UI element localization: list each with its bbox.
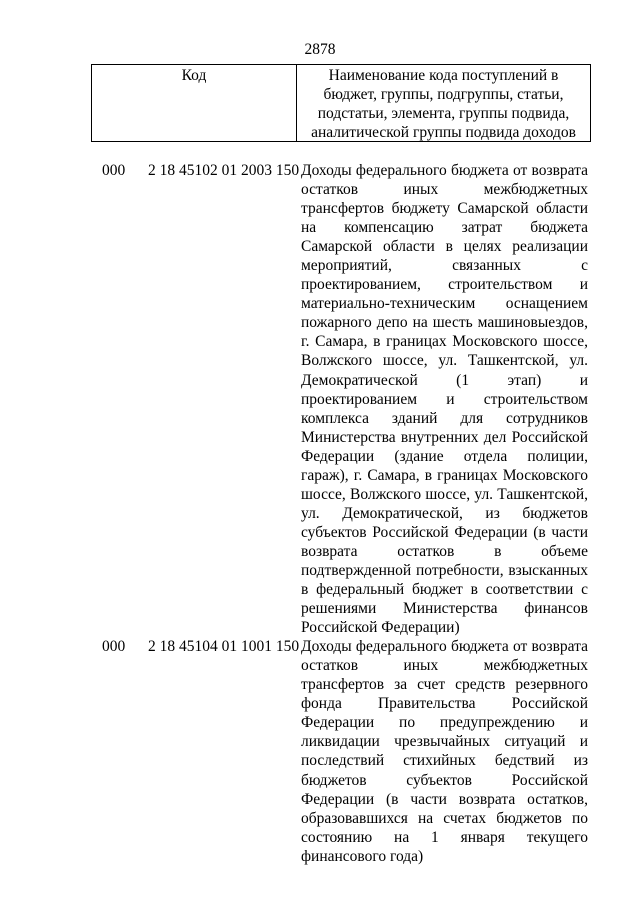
row-income-code: 2 18 45104 01 1001 150 — [148, 638, 300, 656]
table-header — [91, 64, 591, 142]
row-description: Доходы федерального бюджета от возврата остатков иных межбюджетных трансфертов бюджету Самарской области на компенсацию затрат бюджета Самарской области в целях реализации мероприятий, связанных с проектированием, строительством и материально-техническим оснащением пожарного депо на шесть машиновыездов, г. Самара, в границах Московского шоссе, Волжского шоссе, ул. Ташкентской, ул. Демократической (1 этап) и проектированием и строительством комплекса зданий для сотрудников Министерства внутренних дел Российской Федерации (здание отдела полиции, гараж), г. Самара, в границах Московского шоссе, Волжского шоссе, ул. Ташкентской, ул. Демократической, из бюджетов субъектов Российской Федерации (в части возврата остатков в объеме подтвержденной потребности, взысканных в федеральный бюджет в соответствии с решениями Министерства финансов Российской Федерации) — [301, 162, 588, 637]
row-income-code: 2 18 45102 01 2003 150 — [148, 162, 300, 179]
table-body — [0, 161, 640, 866]
table-row — [0, 637, 640, 866]
row-admin-code: 000 — [102, 638, 126, 656]
row-description: Доходы федерального бюджета от возврата остатков иных межбюджетных трансфертов за счет средств резервного фонда Правительства Российской Федерации по предупреждению и ликвидации чрезвычайных ситуаций и последствий стихийных бедствий из бюджетов субъектов Российской Федерации (в части возврата остатков, образовавшихся на счетах бюджетов по состоянию на 1 января текущего финансового года) — [301, 638, 588, 865]
header-code-column: Код — [92, 65, 297, 141]
row-admin-code: 000 — [102, 162, 126, 179]
table-row — [0, 161, 640, 637]
page-number: 2878 — [304, 41, 336, 58]
header-name-column: Наименование кода поступлений в бюджет, группы, подгруппы, статьи, подстатьи, элемента, группы подвида, аналитической группы подвида доходов — [311, 67, 576, 141]
